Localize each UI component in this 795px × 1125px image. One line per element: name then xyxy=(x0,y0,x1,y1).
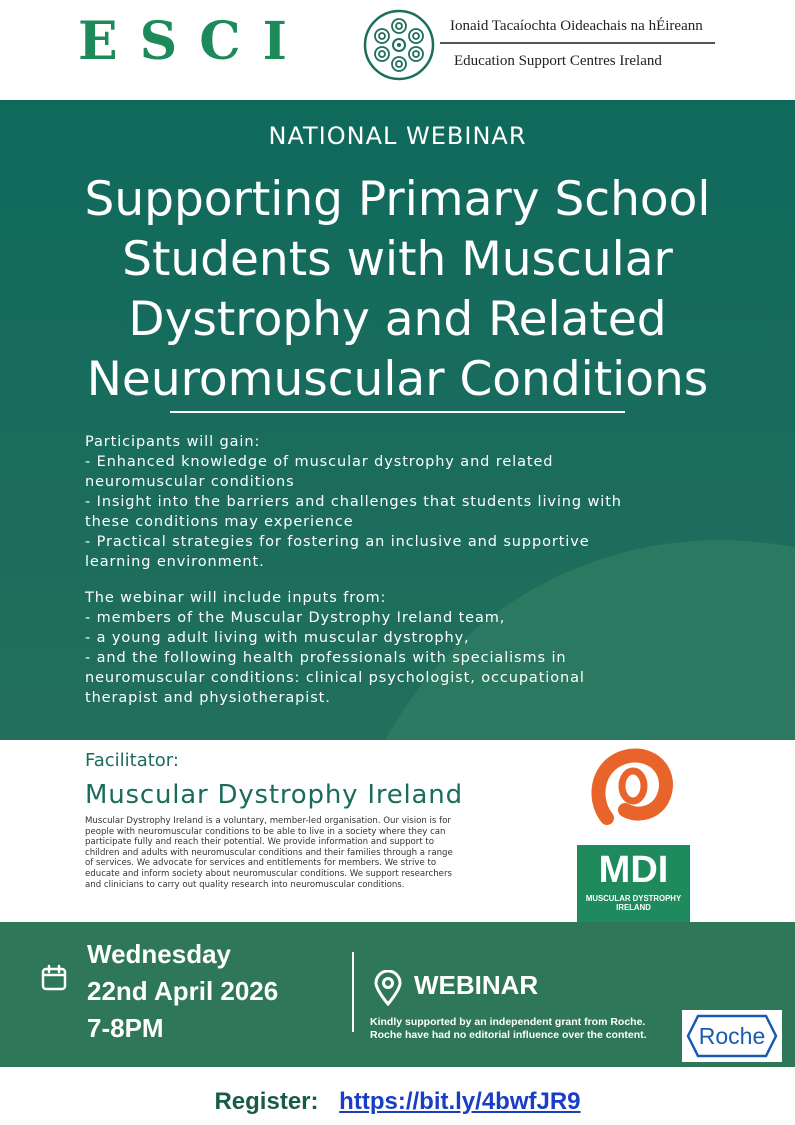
gains-item: - Practical strategies for fostering an inclusive and supportive learning environment. xyxy=(85,534,590,570)
gains-item: - Insight into the barriers and challenges that students living with these conditions may experience xyxy=(85,494,622,530)
title-line: Neuromuscular Conditions xyxy=(86,352,709,407)
event-datetime xyxy=(87,936,278,1047)
title-line: Dystrophy and Related xyxy=(128,292,667,347)
gains-item: - Enhanced knowledge of muscular dystrophy and related neuromuscular conditions xyxy=(85,454,554,490)
celtic-spiral-icon xyxy=(362,8,436,82)
location-pin-icon xyxy=(372,970,404,1006)
mdi-subtitle xyxy=(577,894,690,912)
inputs-item: - members of the Muscular Dystrophy Ireland team, xyxy=(85,610,506,626)
kicker: NATIONAL WEBINAR xyxy=(268,122,527,150)
header xyxy=(0,0,795,100)
mdi-logo xyxy=(577,740,690,922)
inputs-item: - and the following health professionals with specialisms in neuromuscular conditions: clinical psychologist, occupational therapist and physiotherapist. xyxy=(85,650,585,706)
title-divider xyxy=(170,411,625,413)
facilitator-description: Muscular Dystrophy Ireland is a voluntary, member-led organisation. Our vision is for people with neuromuscular conditions to be able to live in a society where they can participate fully and reach their potential. We provide information and support to children and adults with neuromuscular conditions and their families through a range of services. We advocate for services and entitlements for members. We strive to educate and inform society about neuromuscular conditions. We support researchers and clinicians to carry out quality research into neuromuscular conditions. xyxy=(85,816,453,890)
roche-wordmark: Roche xyxy=(698,1023,766,1049)
inputs-item: - a young adult living with muscular dystrophy, xyxy=(85,630,470,646)
register-line xyxy=(0,1088,795,1116)
irish-name: Ionaid Tacaíochta Oideachais na hÉireann xyxy=(450,18,703,34)
header-org-names xyxy=(440,14,715,72)
esci-logo: ESCI xyxy=(78,11,309,72)
gains-heading: Participants will gain: xyxy=(85,434,261,450)
mdi-subtitle-line: MUSCULAR DYSTROPHY xyxy=(585,894,682,903)
main-panel xyxy=(0,100,795,740)
facilitator-name: Muscular Dystrophy Ireland xyxy=(85,780,463,810)
calendar-icon xyxy=(40,964,68,992)
register-link[interactable]: https://bit.ly/4bwfJR9 xyxy=(339,1088,581,1115)
event-date: 22nd April 2026 xyxy=(87,976,279,1006)
title-line: Students with Muscular xyxy=(122,232,673,287)
header-rule xyxy=(440,42,715,44)
mdi-swirl-icon xyxy=(577,740,690,845)
event-day: Wednesday xyxy=(87,939,232,969)
event-details xyxy=(0,922,795,1067)
facilitator-label: Facilitator: xyxy=(85,750,179,771)
event-format: WEBINAR xyxy=(414,970,539,1000)
inputs-list xyxy=(85,588,645,708)
inputs-heading: The webinar will include inputs from: xyxy=(85,590,387,606)
mdi-subtitle-line: IRELAND xyxy=(616,903,651,912)
title-line: Supporting Primary School xyxy=(84,172,711,227)
english-name: Education Support Centres Ireland xyxy=(454,52,662,69)
support-note: Kindly supported by an independent grant from Roche. Roche have had no editorial influence over the content. xyxy=(370,1016,647,1041)
event-time: 7-8PM xyxy=(87,1013,164,1043)
webinar-title xyxy=(30,170,765,410)
roche-logo xyxy=(682,1010,782,1062)
facilitator-panel xyxy=(0,740,577,922)
webinar-description xyxy=(85,432,645,708)
vertical-divider xyxy=(352,952,354,1032)
gains-list xyxy=(85,432,645,572)
mdi-letters: MDI xyxy=(598,849,669,891)
register-label: Register: xyxy=(214,1088,319,1115)
